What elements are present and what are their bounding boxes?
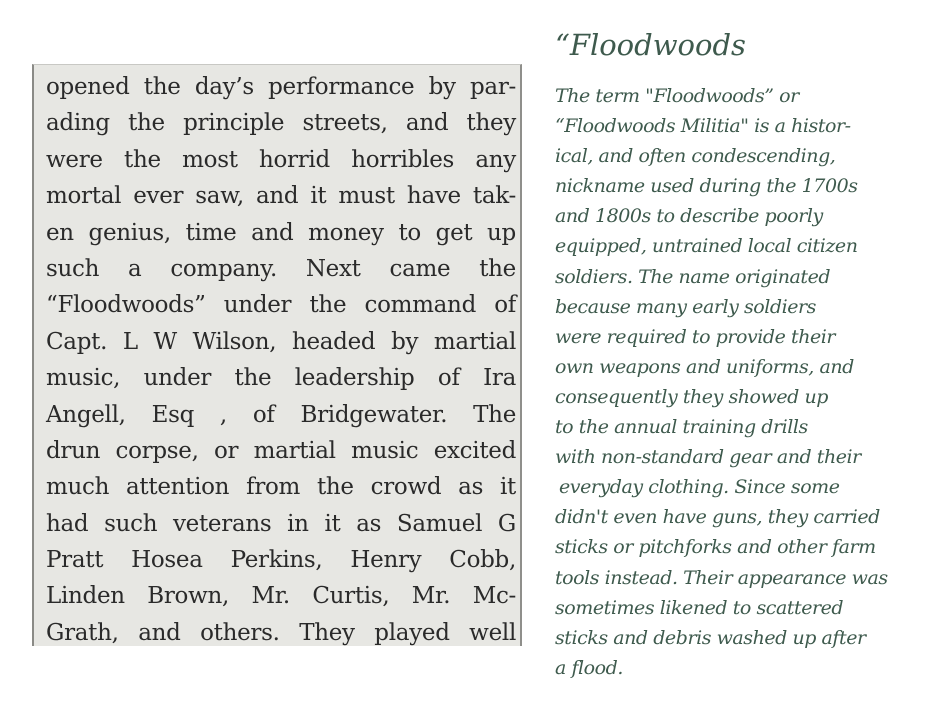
clipping-line: “Floodwoods” under the command of	[46, 292, 516, 319]
definition-line: own weapons and uniforms, and	[555, 355, 854, 378]
definition-text	[555, 81, 935, 683]
clipping-line: music, under the leadership of Ira	[46, 365, 516, 392]
clipping-line: Grath, and others. They played well	[46, 619, 516, 646]
definition-line: equipped, untrained local citizen	[555, 235, 858, 258]
clipping-line: such a company. Next came the	[46, 255, 516, 282]
clipping-text	[46, 69, 516, 646]
definition-line: soldiers. The name originated	[555, 265, 831, 288]
definition-line: with non-standard gear and their	[555, 446, 861, 469]
definition-line: a flood.	[555, 656, 623, 679]
definition-line: The term "Floodwoods” or	[555, 85, 799, 107]
clipping-line: mortal ever saw, and it must have tak-	[46, 183, 516, 210]
definition-line: everyday clothing. Since some	[559, 476, 840, 499]
clipping-line: opened the day’s performance by par-	[46, 74, 516, 100]
definition-line: and 1800s to describe poorly	[555, 205, 823, 228]
definition-line: sticks or pitchforks and other farm	[555, 536, 876, 559]
definition-line: “Floodwoods Militia" is a histor-	[555, 115, 851, 138]
definition-line: sticks and debris washed up after	[555, 626, 866, 649]
definition-line: to the annual training drills	[555, 416, 808, 439]
clipping-line: en genius, time and money to get up	[46, 219, 516, 246]
clipping-line: had such veterans in it as Samuel G	[46, 510, 516, 537]
clipping-line: Pratt Hosea Perkins, Henry Cobb,	[46, 547, 516, 574]
clipping-line: Linden Brown, Mr. Curtis, Mr. Mc-	[46, 583, 516, 610]
clipping-line: Angell, Esq , of Bridgewater. The	[46, 401, 516, 428]
definition-line: sometimes likened to scattered	[555, 596, 844, 619]
page-title: “Floodwoods	[555, 28, 746, 62]
clipping-line: ading the principle streets, and they	[46, 110, 516, 137]
clipping-line: drun corpse, or martial music excited	[46, 437, 516, 464]
clipping-line: much attention from the crowd as it	[46, 474, 516, 501]
definition-line: consequently they showed up	[555, 385, 828, 408]
definition-line: because many early soldiers	[555, 295, 816, 318]
clipping-line: were the most horrid horribles any	[46, 146, 516, 173]
clipping-line: Capt. L W Wilson, headed by martial	[46, 328, 516, 355]
definition-line: nickname used during the 1700s	[555, 175, 858, 198]
definition-line: ical, and often condescending,	[555, 145, 836, 168]
definition-line: tools instead. Their appearance was	[555, 566, 888, 589]
definition-line: were required to provide their	[555, 325, 836, 348]
definition-line: didn't even have guns, they carried	[555, 506, 880, 529]
newspaper-clipping	[32, 64, 522, 646]
